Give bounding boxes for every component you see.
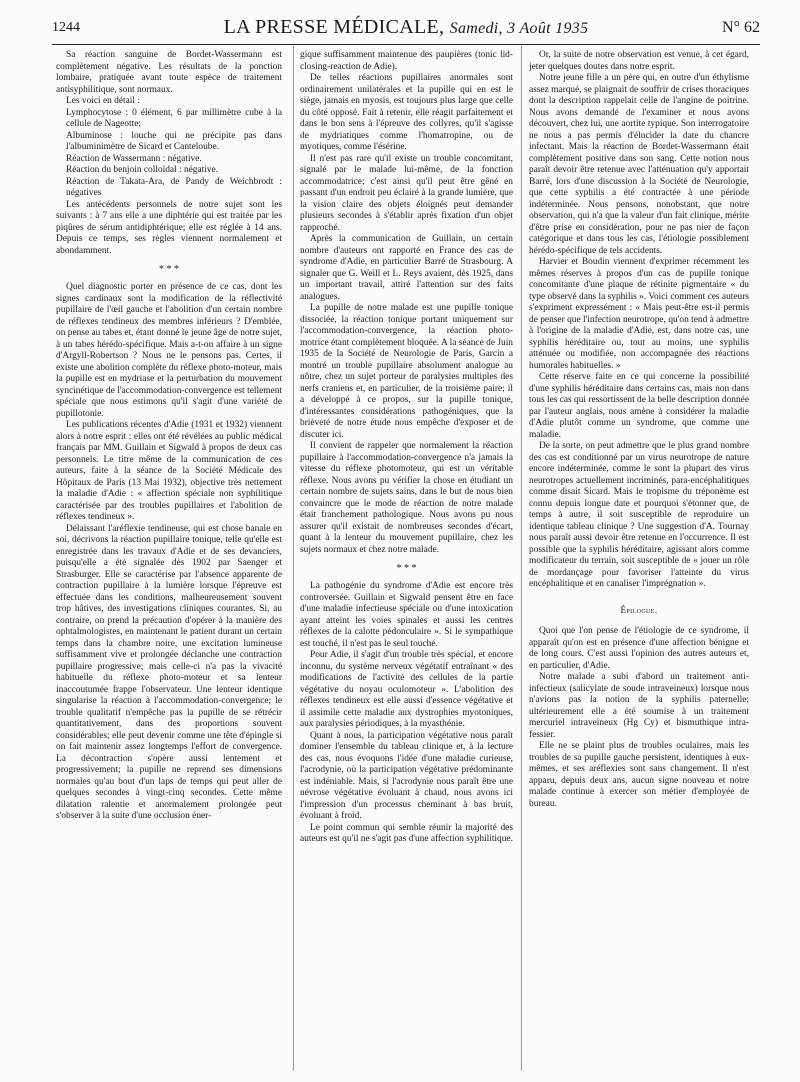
paragraph: Notre jeune fille a un père qui, en outre d'un éthylisme assez marqué, se plaignait de souffrir de crises thoraciques dont la description rappelait celle de l'angine de poitrine. Nous avons demandé de l'examiner et nous avons découvert, chez lui, une aortite typique. Son interrogatoire ne nous a pas permis d'élucider la date du chancre infectant. Mais la réaction de Bordet-Wassermann était complètement positive dans son sang. Cette notion nous paraît devoir être retenue avec l'atténuation qu'y apportait Barré, lors d'une discussion à la Société de Neurologie, que cette syphilis a été contractée à une période indéterminée. Nous pensons, nonobstant, que notre observation, qui n'a que la valeur d'un fait clinique, mérite d'être prise en considération, pour ne pas nier de façon catégorique et dans tous les cas, l'étiologie possiblement hérédo-spécifique de tels accidents. bbox=[529, 73, 749, 256]
section-title-epilogue: Épilogue. bbox=[620, 604, 658, 615]
paragraph: Cette réserve faite en ce qui concerne la possibilité d'une syphilis héréditaire dans certains cas, mais non dans tous les cas qui ressortissent de la belle description donnée par l'auteur anglais, nous amène à considérer la maladie d'Adie plutôt comme un syndrome, que comme une maladie. bbox=[529, 372, 749, 440]
paragraph: Le point commun qui semble réunir la majorité des auteurs est qu'il ne s'agit pas d'une affection syphilitique. bbox=[300, 822, 513, 844]
paragraph: La pupille de notre malade est une pupille tonique dissociée, la réaction tonique portant uniquement sur l'accommodation-convergence, la réaction photo-motrice étant complètement bloquée. A la séance de Juin 1935 de la Société de Neurologie de Paris, Garcin a montré un trouble pupillaire absolument analogue au nôtre, chez un sujet porteur de paralysies multiples des nerfs craniens et, en particulier, de la troisième paire; il a développé à ce propos, sur la pupille tonique, d'intéressantes considérations pathogéniques, que la brièveté de notre étude nous empêche d'exposer et de discuter ici. bbox=[300, 303, 513, 440]
column-2 bbox=[300, 50, 513, 1075]
list-item: Lymphocytose : 0 élément, 6 par millimètre cube à la cellule de Nageotte; bbox=[66, 107, 282, 129]
section-separator: * * * bbox=[396, 563, 417, 574]
paragraph: Il convient de rappeler que normalement la réaction pupillaire à l'accommodation-convergence n'a jamais la vitesse du réflexe photomoteur, qui est un véritable réflexe. Nous avons pu vérifier la chose en étudiant un certain nombre de sujets sains, dans le but de nous bien convaincre que le mode de réaction de notre malade était franchement pathologique. Nous avons pu nous assurer qu'il existait de nombreuses secondes d'écart, quant à la lenteur du mouvement pupillaire, chez les sujets normaux et chez notre malade. bbox=[300, 441, 513, 555]
issue-date: Samedi, 3 Août 1935 bbox=[449, 20, 589, 37]
paragraph: Les voici en détail : bbox=[66, 96, 140, 106]
page-number: 1244 bbox=[52, 20, 80, 35]
paragraph: Pour Adie, il s'agit d'un trouble très spécial, et encore inconnu, du système nerveux végétatif entraînant « des modifications de l'activité des cellules de la partie végétative du noyau oculomoteur ». L'abolition des réflexes tendineux est elle aussi d'essence végétative et il assimile cette maladie aux dystrophies myotoniques, aux paralysies périodiques, à la myasthénie. bbox=[300, 650, 513, 729]
paragraph: Après la communication de Guillain, un certain nombre d'auteurs ont rapporté en France des cas de syndrome d'Adie, en particulier Barré de Strasbourg. A signaler que G. Weill et L. Reys avaient, dès 1925, dans un important travail, attiré l'attention sur des faits analogues. bbox=[300, 234, 513, 302]
list-item: Réaction de Wassermann : négative. bbox=[66, 153, 202, 164]
header-rule bbox=[52, 44, 760, 45]
page-header bbox=[52, 16, 760, 40]
paragraph: Elle ne se plaint plus de troubles oculaires, mais les troubles de sa pupille gauche persistent, identiques à eux-mêmes, et ses aréflexies sont sans changement. Il n'est apparu, depuis deux ans, aucun signe nouveau et notre malade continue à exercer son métier d'employée de bureau. bbox=[529, 741, 749, 809]
journal-name: LA PRESSE MÉDICALE, bbox=[223, 16, 445, 38]
paragraph: La pathogénie du syndrome d'Adie est encore très controversée. Guillain et Sigwald pensent être en face d'une maladie infectieuse spéciale ou d'une intoxication ayant atteint les voies spinales et aussi les centres réflexes de la calotte pédonculaire ». Si le sympathique est touché, il n'est pas le seul touché. bbox=[300, 581, 513, 649]
issue-number: N° 62 bbox=[722, 19, 760, 36]
paragraph: De la sorte, on peut admettre que le plus grand nombre des cas est conditionné par un virus neurotrope de nature encore indéterminée, comme le sont la plupart des virus neurotropes actuellement incriminés, para-encéphalitiques comme disait Sicard. Mais le tropisme du tréponème est connu depuis longue date et pourquoi s'étonner que, de temps à autre, il soit susceptible de reproduire un identique tableau clinique ? Une suggestion d'A. Tournay nous paraît aussi devoir être retenue en l'occurrence. Il est possible que la syphilis héréditaire, agissant alors comme modificateur du terrain, soit susceptible de « jouer un rôle de mordançage pour favoriser l'atteinte du virus encéphalitique et en canaliser l'imprégnation ». bbox=[529, 441, 749, 589]
paragraph: Quoi que l'on pense de l'étiologie de ce syndrome, il apparaît qu'on est en présence d'une affection bénigne et de long cours. C'est aussi l'opinion des autres auteurs et, en particulier, d'Adie. bbox=[529, 626, 749, 671]
paragraph: gique suffisamment maintenue des paupières (tonic lid-closing-reaction de Adie). bbox=[300, 50, 513, 72]
paragraph: Il n'est pas rare qu'il existe un trouble concomitant, signalé par le malade lui-même, de la fonction accommodatrice; c'est ainsi qu'il peut être gêné en passant d'un endroit peu éclairé à la grande lumière, que la vision claire des objets éloignés peut demander plusieurs secondes à s'établir après fixation d'un objet rapproché. bbox=[300, 153, 513, 233]
paragraph: Délaissant l'aréflexie tendineuse, qui est chose banale en soi, décrivons la réaction pupillaire tonique, telle qu'elle est enregistrée dans les travaux d'Adie et de ses devanciers, puisqu'elle a été signalée dès 1902 par Saenger et Strasburger. Elle se caractérise par l'absence apparente de contraction pupillaire à la lumière lorsque l'épreuve est effectuée dans les conditions, malheureusement souvent trop hâtives, des investigations cliniques courantes. Si, au contraire, on prend la précaution d'opérer à la manière des ophtalmologistes, en maintenant le patient durant un certain temps dans la chambre noire, une excitation lumineuse suffisamment vive et prolongée déclanche une contraction pupillaire progressive; mais celle-ci n'a pas la vivacité habituelle du réflexe photo-moteur et sa lenteur inaccoutumée frappe l'observateur. Une lenteur identique singularise la réaction à l'accommodation-convergence; le trouble qualitatif n'empêche pas la pupille de se rétrécir quantitativement, dans des proportions souvent considérables; elle peut devenir comme une tête d'épingle si on fait maintenir assez longtemps l'effort de convergence. La décontraction s'opère aussi lentement et progressivement; la pupille ne reprend ses dimensions normales qu'au bout d'un laps de temps qui peut aller de quelques secondes à vingt-cinq secondes. Cette même dilatation ralentie et anormalement prolongée peut s'observer à la suite d'une occlusion éner- bbox=[56, 523, 282, 821]
paragraph: Quant à nous, la participation végétative nous paraît dominer l'ensemble du tableau clinique et, à la lecture des cas, nous évoquons l'idée d'une maladie curieuse, l'acrodynie, où la participation végétative prédominante est indéniable. Mais, si l'acrodynie nous paraît être une névrose végétative évoluant à chaud, nous avons ici l'impression d'un processus cheminant à bas bruit, évoluant à froid. bbox=[300, 730, 513, 821]
list-item: Réaction de Takata-Ara, de Pandy de Weichbrodt : négatives bbox=[66, 176, 282, 198]
paragraph: Quel diagnostic porter en présence de ce cas, dont les signes cardinaux sont la modification de la réflectivité pupillaire de l'œil gauche et l'abolition d'un certain nombre de réflexes tendineux des membres inférieurs ? D'emblée, on pense au tabes et, étant donné le jeune âge de notre sujet, à un tabes hérédo-spécifique. Mais a-t-on affaire à un signe d'Argyll-Robertson ? Nous ne le pensons pas. Certes, il existe une abolition complète du réflexe photo-moteur, mais la pupille est en mydriase et la perturbation du mouvement syncinétique de l'accommodation-convergence est tellement spéciale que nous estimons qu'il s'agit d'une variété de pupillotonie. bbox=[56, 282, 282, 419]
section-separator: * * * bbox=[159, 264, 179, 275]
column-1 bbox=[56, 50, 282, 1075]
column-divider-1 bbox=[293, 46, 294, 1071]
paragraph: Notre malade a subi d'abord un traitement anti-infectieux (salicylate de soude intraveineux) lorsque nous n'avions pas la notion de la syphilis paternelle; ultérieurement elle a été soumise à un traitement mercuriel intraveineux (Hg Cy) et bismuthique intra-fessier. bbox=[529, 672, 749, 740]
column-divider-2 bbox=[521, 46, 522, 1071]
paragraph: Les publications récentes d'Adie (1931 et 1932) viennent alors à notre esprit : elles ont été révélées au public médical français par MM. Guillain et Sigwald à propos de deux cas personnels. Le titre même de la communication de ces auteurs, faite à la séance de la Société Médicale des Hôpitaux de Paris (13 Mai 1932), objective très nettement la maladie d'Adie : « affection spéciale non syphilitique caractérisée par des troubles pupillaires et l'abolition de réflexes tendineux ». bbox=[56, 420, 282, 522]
list-item: Réaction du benjoin colloïdal : négative. bbox=[66, 165, 219, 175]
journal-title-line bbox=[52, 16, 760, 39]
paragraph: De telles réactions pupillaires anormales sont ordinairement unilatérales et la pupille qui en est le siège, jamais en myosis, est toujours plus large que celle du côté opposé. Fait à retenir, elle réagit parfaitement et dans le bon sens à l'épreuve des collyres, qu'il s'agisse de mydriatiques comme l'homatropine, ou de myotiques, comme l'ésérine. bbox=[300, 73, 513, 152]
column-3 bbox=[529, 50, 749, 1075]
paragraph: Or, la suite de notre observation est venue, à cet égard, jeter quelques doutes dans notre esprit. bbox=[529, 50, 749, 72]
paragraph: Harvier et Boudin viennent d'exprimer récemment les mêmes réserves à propos d'un cas de pupille tonique concomitante d'une plaque de rétinite pigmentaire « du type observé dans la syphilis ». Voici comment ces auteurs s'expriment expressément : « Mais peut-être est-il permis de penser que l'infection neurotrope, qu'on tend à admettre à l'origine de la maladie d'Adie, est, dans notre cas, une syphilis héréditaire ou, tout au moins, une syphilis atténuée ou modifiée, non accompagnée des réactions humorales habituelles. » bbox=[529, 257, 749, 371]
paragraph: Les antécédents personnels de notre sujet sont les suivants : à 7 ans elle a une diphtérie qui est traitée par les piqûres de sérum antidiphtérique; elle est réglée à 14 ans. Depuis ce temps, ses règles viennent normalement et abondamment. bbox=[56, 199, 282, 256]
list-item: Albuminose : louche qui ne précipite pas dans l'albuminimètre de Sicard et Canteloube. bbox=[66, 130, 282, 152]
paragraph: Sa réaction sanguine de Bordet-Wassermann est complètement négative. Les résultats de la ponction lombaire, pratiquée avant toute espèce de traitement antisyphilitique, sont normaux. bbox=[56, 50, 282, 95]
